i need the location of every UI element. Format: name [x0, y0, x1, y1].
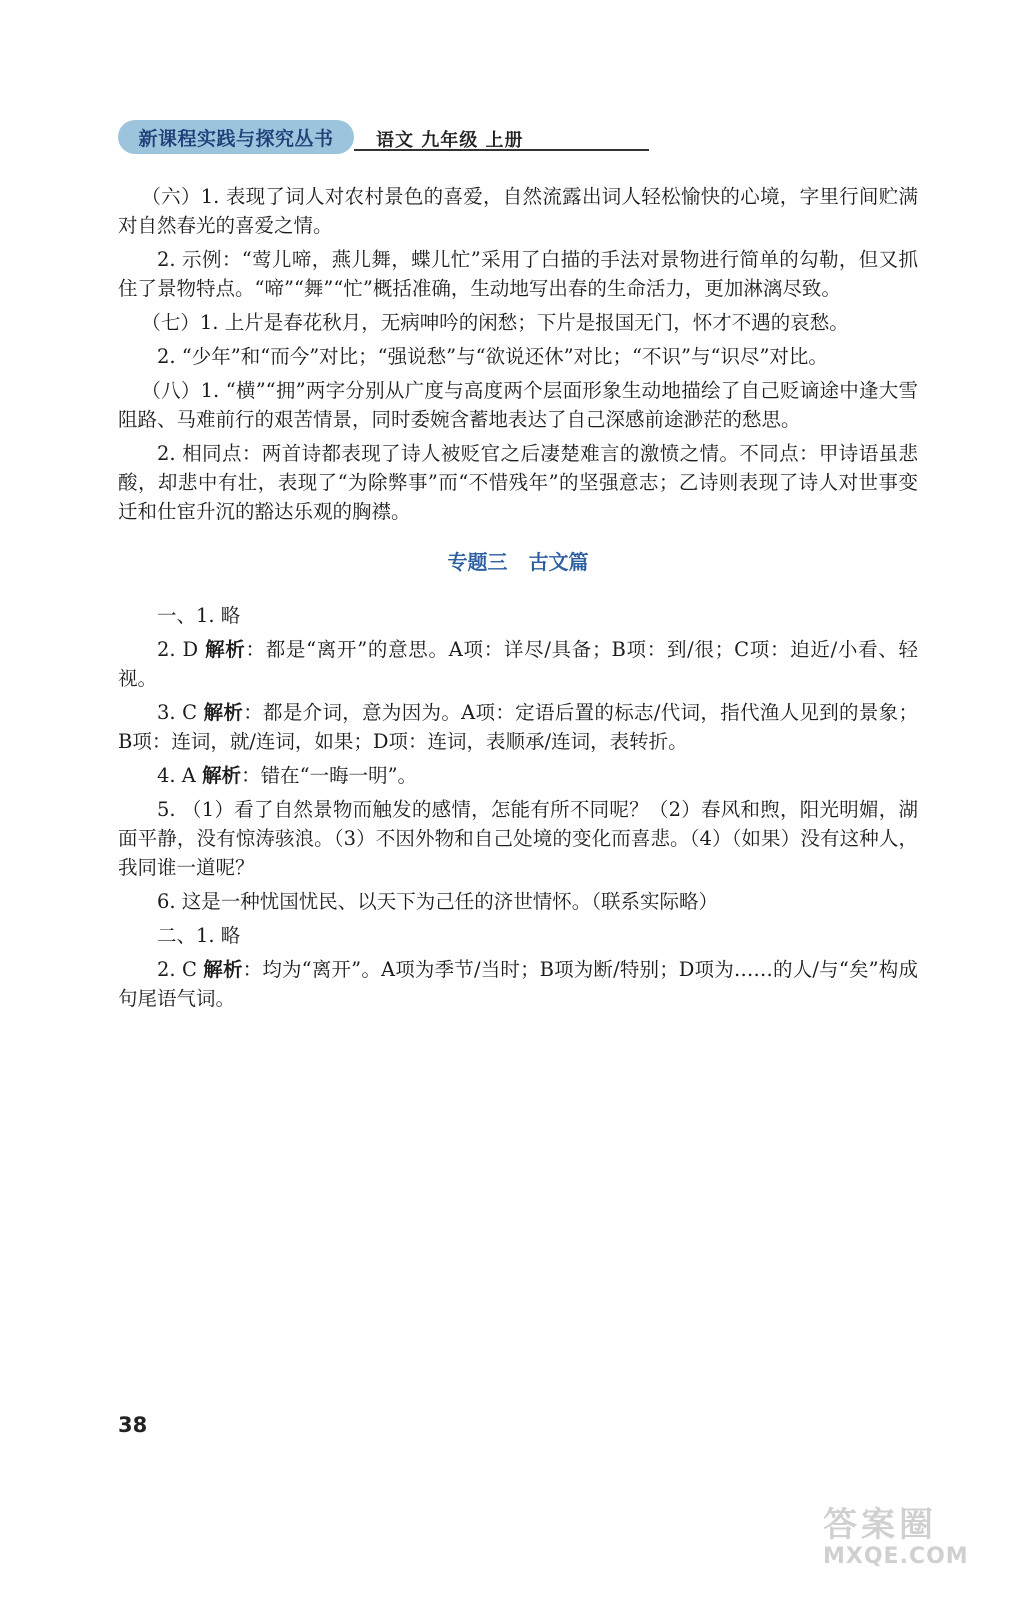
- subject-grade-label: 语文 九年级 上册: [376, 130, 524, 151]
- answer-8-2: 2. 相同点：两首诗都表现了诗人被贬官之后凄楚难言的激愤之情。不同点：甲诗语虽悲酸，却悲中有壮，表现了“为除弊事”而“不惜残年”的坚强意志；乙诗则表现了诗人对世事变迁和仕宦升沉的豁达乐观的胸襟。: [118, 442, 918, 523]
- item-2-1: 二、1. 略: [157, 924, 241, 947]
- item-1-3: 3. C 解析：都是介词，意为因为。A项：定语后置的标志/代词，指代渔人见到的景象；B项：连词，就/连词，如果；D项：连词，表顺承/连词，表转折。: [118, 701, 918, 753]
- answer-8-1: （八）1. “横”“拥”两字分别从广度与高度两个层面形象生动地描绘了自己贬谪途中逢大雪阻路、马难前行的艰苦情景，同时委婉含蓄地表达了自己深感前途渺茫的愁思。: [118, 379, 918, 431]
- analysis-label: 解析: [205, 638, 246, 661]
- analysis-label: 解析: [203, 701, 244, 724]
- item-1-2: 2. D 解析：都是“离开”的意思。A项：详尽/具备；B项：到/很；C项：迫近/小看、轻视。: [118, 638, 918, 690]
- watermark-text: 答案圈: [823, 1505, 937, 1545]
- item-1-5: 5. （1）看了自然景物而触发的感情，怎能有所不同呢？（2）春风和煦，阳光明媚，湖面平静，没有惊涛骇浪。（3）不因外物和自己处境的变化而喜悲。（4）（如果）没有这种人，我同谁一道呢？: [118, 798, 918, 879]
- running-header: [118, 118, 533, 158]
- section-title: 专题三 古文篇: [447, 550, 589, 574]
- answer-content: [118, 182, 918, 1018]
- analysis-label: 解析: [202, 764, 242, 787]
- item-1-6: 6. 这是一种忧国忧民、以天下为己任的济世情怀。（联系实际略）: [157, 890, 719, 913]
- page-number: 38: [118, 1413, 148, 1437]
- watermark-logo: [823, 1497, 993, 1577]
- answer-6-1: （六）1. 表现了词人对农村景色的喜爱，自然流露出词人轻松愉快的心境，字里行间贮满对自然春光的喜爱之情。: [118, 185, 918, 237]
- analysis-label: 解析: [203, 958, 243, 981]
- series-title-badge: 新课程实践与探究丛书: [118, 120, 354, 154]
- item-2-2: 2. C 解析：均为“离开”。A项为季节/当时；B项为断/特别；D项为……的人/与“矣”构成句尾语气词。: [118, 958, 918, 1010]
- watermark-domain: MXQE.COM: [823, 1544, 969, 1569]
- answer-7-1: （七）1. 上片是春花秋月，无病呻吟的闲愁；下片是报国无门，怀才不遇的哀愁。: [141, 311, 849, 334]
- answer-6-2: 2. 示例：“莺儿啼，燕儿舞，蝶儿忙”采用了白描的手法对景物进行简单的勾勒，但又抓住了景物特点。“啼”“舞”“忙”概括准确，生动地写出春的生命活力，更加淋漓尽致。: [118, 248, 918, 300]
- header-rule: [354, 149, 649, 151]
- item-1-4: 4. A 解析：错在“一晦一明”。: [157, 764, 418, 787]
- answer-7-2: 2. “少年”和“而今”对比；“强说愁”与“欲说还休”对比；“不识”与“识尽”对比。: [157, 345, 828, 368]
- item-1-1: 一、1. 略: [157, 604, 241, 627]
